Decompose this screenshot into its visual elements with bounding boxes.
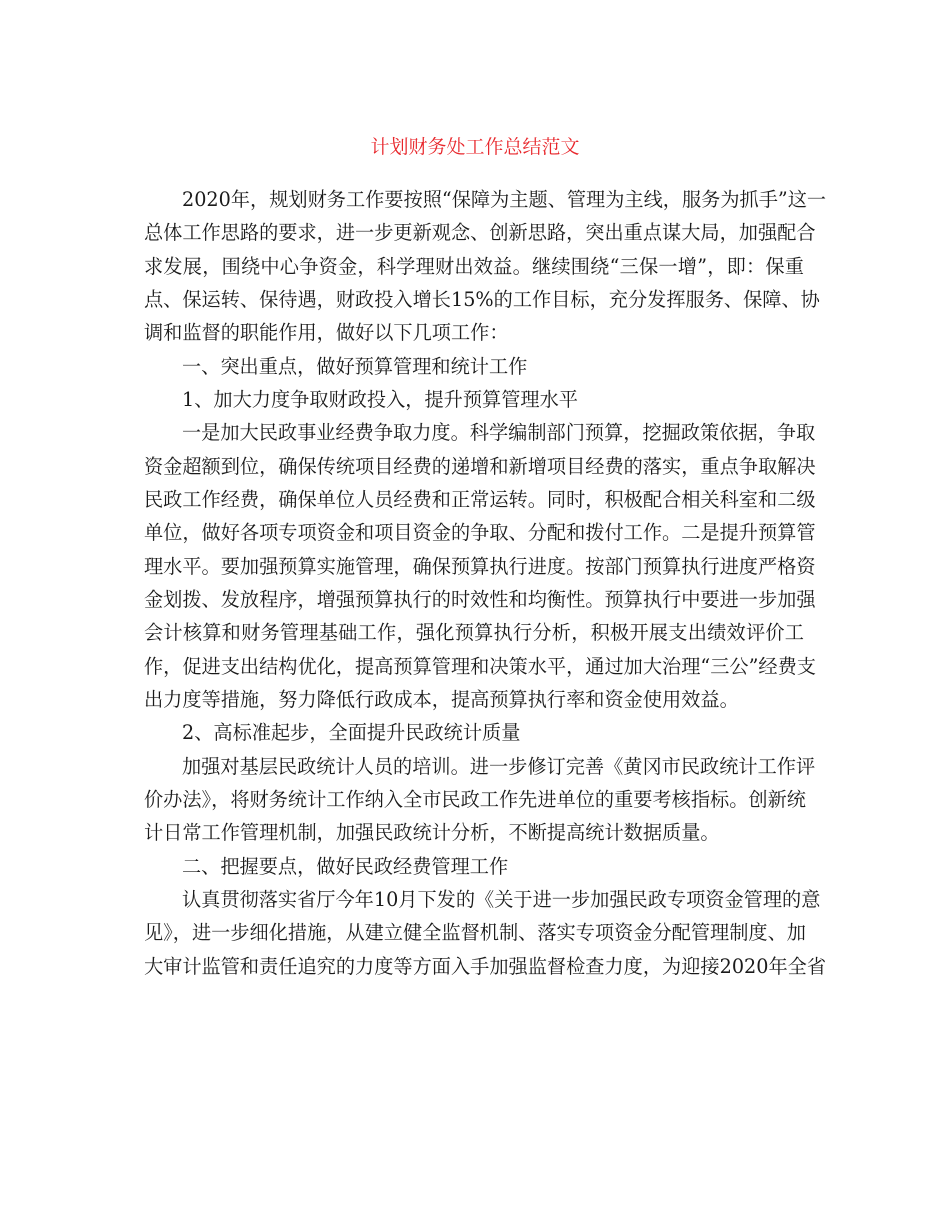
section-heading: 二、把握要点，做好民政经费管理工作 xyxy=(182,855,509,878)
paragraph-line: 理水平。要加强预算实施管理，确保预算执行进度。按部门预算执行进度严格资 xyxy=(144,555,816,578)
paragraph-line: 见》，进一步细化措施，从建立健全监督机制、落实专项资金分配管理制度、加 xyxy=(144,921,806,944)
paragraph-line: 出力度等措施，努力降低行政成本，提高预算执行率和资金使用效益。 xyxy=(144,688,739,711)
paragraph-line: 认真贯彻落实省厅今年10月下发的《关于进一步加强民政专项资金管理的意 xyxy=(182,888,821,911)
paragraph-line: 调和监督的职能作用，做好以下几项工作： xyxy=(144,321,509,344)
paragraph-line: 作，促进支出结构优化，提高预算管理和决策水平，通过加大治理“三公”经费支 xyxy=(144,655,816,678)
paragraph-line: 加强对基层民政统计人员的培训。进一步修订完善《黄冈市民政统计工作评 xyxy=(182,755,816,778)
paragraph-line: 总体工作思路的要求，进一步更新观念、创新思路，突出重点谋大局，加强配合 xyxy=(144,221,816,244)
paragraph-line: 价办法》，将财务统计工作纳入全市民政工作先进单位的重要考核指标。创新统 xyxy=(144,788,806,811)
paragraph-line: 民政工作经费，确保单位人员经费和正常运转。同时，积极配合相关科室和二级 xyxy=(144,488,816,511)
section-heading: 一、突出重点，做好预算管理和统计工作 xyxy=(182,355,528,378)
paragraph-line: 点、保运转、保待遇，财政投入增长15%的工作目标，充分发挥服务、保障、协 xyxy=(144,288,820,311)
document-title: 计划财务处工作总结范文 xyxy=(370,136,580,158)
subsection-heading: 1、加大力度争取财政投入，提升预算管理水平 xyxy=(182,388,578,411)
paragraph-line: 单位，做好各项专项资金和项目资金的争取、分配和拨付工作。二是提升预算管 xyxy=(144,521,816,544)
paragraph-line: 会计核算和财务管理基础工作，强化预算执行分析，积极开展支出绩效评价工 xyxy=(144,621,804,644)
paragraph-line: 大审计监管和责任追究的力度等方面入手加强监督检查力度，为迎接2020年全省 xyxy=(144,955,827,978)
paragraph-line: 资金超额到位，确保传统项目经费的递增和新增项目经费的落实，重点争取解决 xyxy=(144,455,816,478)
paragraph-line: 一是加大民政事业经费争取力度。科学编制部门预算，挖掘政策依据，争取 xyxy=(182,421,816,444)
paragraph-line: 2020年，规划财务工作要按照“保障为主题、管理为主线，服务为抓手”这一 xyxy=(182,188,827,211)
paragraph-line: 计日常工作管理机制，加强民政统计分析，不断提高统计数据质量。 xyxy=(144,821,720,844)
paragraph-line: 求发展，围绕中心争资金，科学理财出效益。继续围绕“三保一增”，即：保重 xyxy=(144,255,804,278)
subsection-heading: 2、高标准起步，全面提升民政统计质量 xyxy=(182,721,521,744)
paragraph-line: 金划拨、发放程序，增强预算执行的时效性和均衡性。预算执行中要进一步加强 xyxy=(144,588,816,611)
